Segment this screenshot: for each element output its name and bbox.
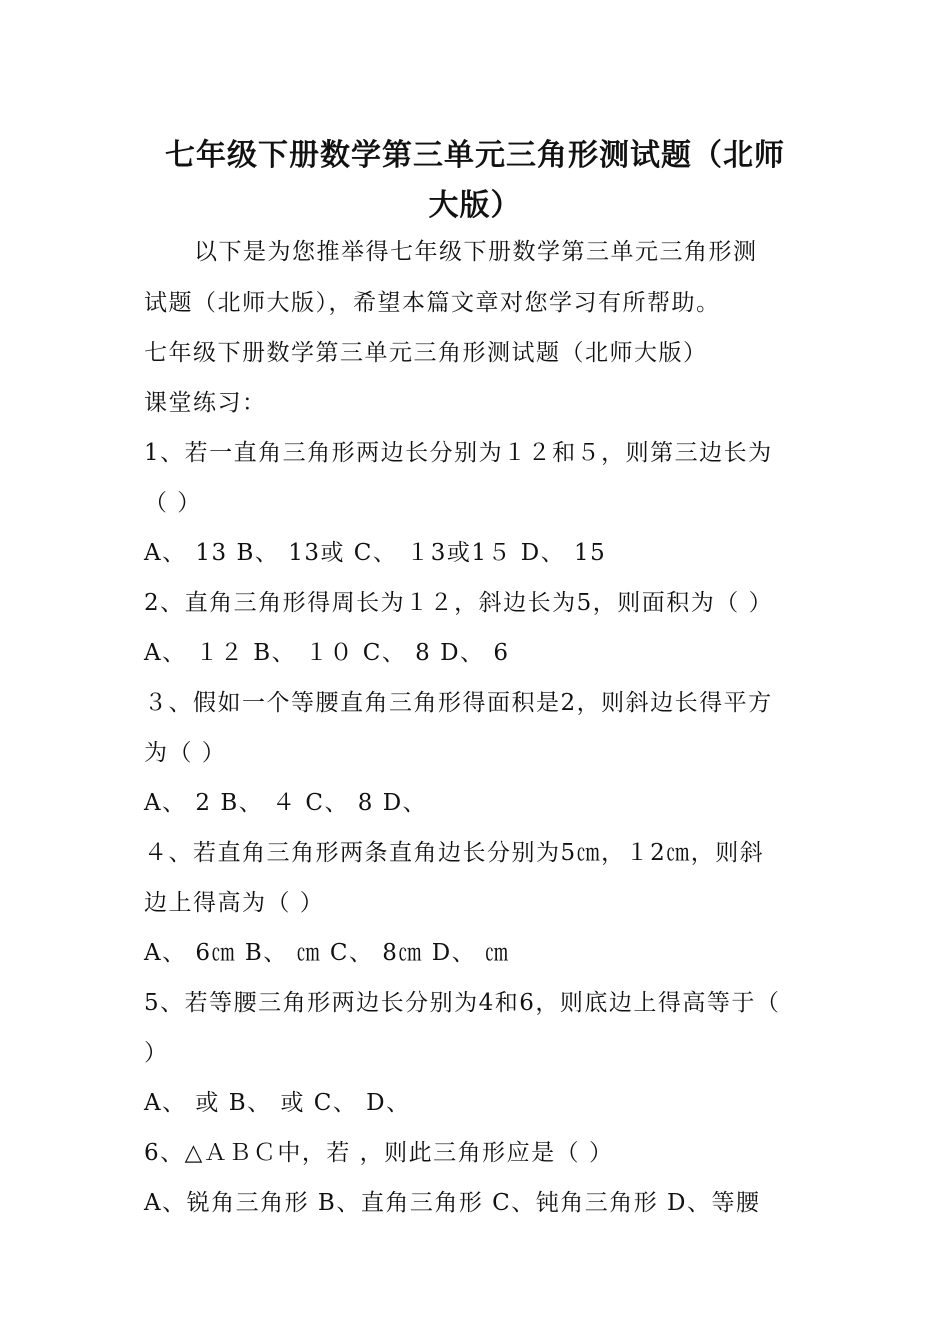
- question-3-line-1: ３、假如一个等腰直角三角形得面积是2，则斜边长得平方: [144, 690, 773, 716]
- question-5-line-2: ）: [144, 1040, 169, 1066]
- subtitle: 七年级下册数学第三单元三角形测试题（北师大版）: [144, 340, 708, 366]
- question-5-line-1: 5、若等腰三角形两边长分别为4和6，则底边上得高等于（: [144, 990, 781, 1016]
- question-2: 2、直角三角形得周长为１２，斜边长为5，则面积为（ ）: [144, 590, 774, 616]
- question-5-options: A、 或 B、 或 C、 D、: [144, 1090, 411, 1116]
- question-1-options: A、 13 B、 13或 C、 １3或1５ D、 15: [144, 540, 607, 566]
- question-1-line-1: 1、若一直角三角形两边长分别为１２和５，则第三边长为: [144, 440, 773, 466]
- question-6: 6、△ＡＢＣ中，若 ，则此三角形应是（ ）: [144, 1140, 614, 1166]
- question-2-options: A、 １２ B、 １０ C、 8 D、 6: [144, 640, 510, 666]
- section-label: 课堂练习：: [144, 390, 267, 416]
- question-1-line-2: （ ）: [144, 490, 202, 516]
- question-6-options: A、锐角三角形 B、直角三角形 C、钝角三角形 D、等腰: [144, 1190, 761, 1216]
- intro-line-2: 试题（北师大版），希望本篇文章对您学习有所帮助。: [144, 290, 721, 316]
- question-3-options: A、 2 B、 ４ C、 8 D、: [144, 790, 428, 816]
- title-line-2: 大版）: [428, 188, 522, 223]
- question-4-options: A、 6㎝ B、 ㎝ C、 8㎝ D、 ㎝: [144, 940, 510, 966]
- title-line-1: 七年级下册数学第三单元三角形测试题（北师: [165, 138, 785, 173]
- question-4-line-2: 边上得高为（ ）: [144, 890, 325, 916]
- intro-line-1: 以下是为您推举得七年级下册数学第三单元三角形测: [194, 239, 758, 265]
- question-3-line-2: 为（ ）: [144, 740, 227, 766]
- question-4-line-1: ４、若直角三角形两条直角边长分别为5㎝，１2㎝，则斜: [144, 840, 765, 866]
